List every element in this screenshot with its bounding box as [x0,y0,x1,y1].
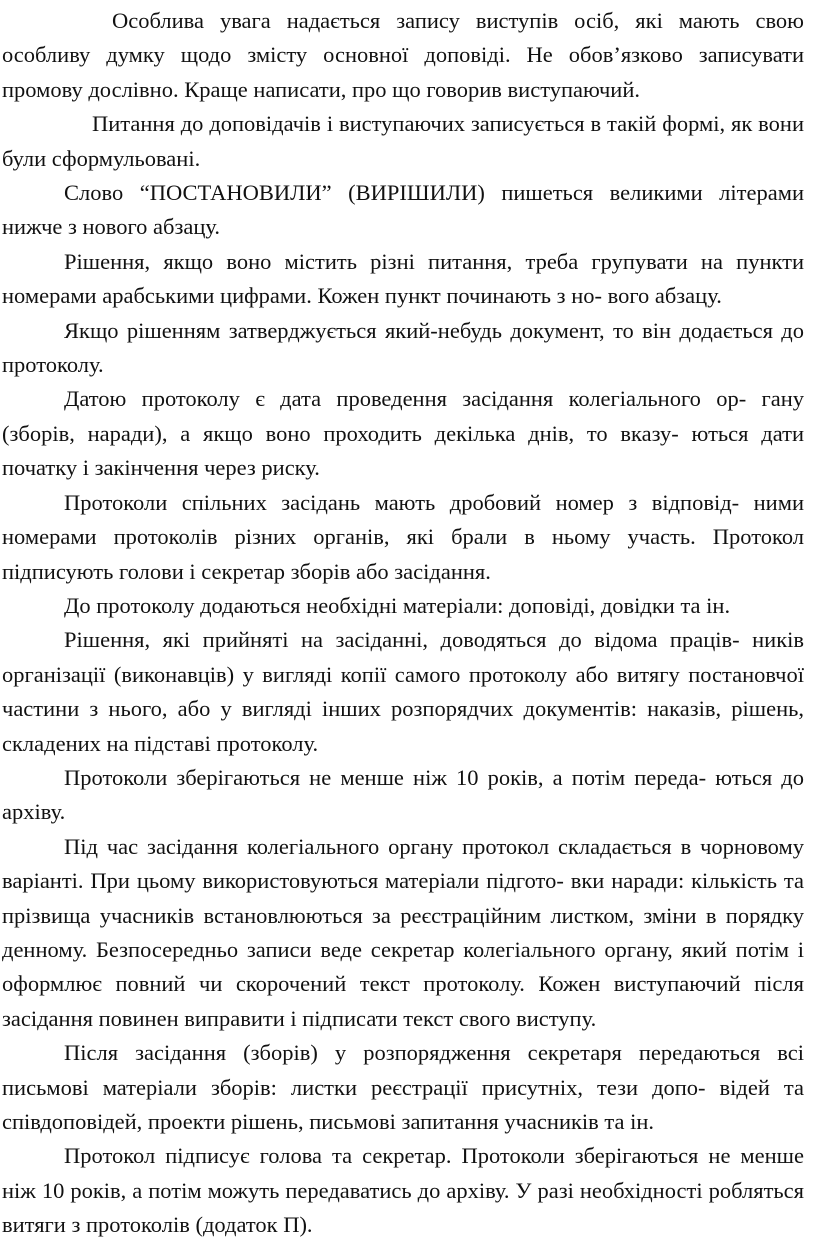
paragraph-5: Якщо рішенням затверджується який-небудь документ, то він додається до протоколу. [2,317,804,378]
paragraph-9: Рішення, які прийняті на засіданні, доводяться до відома праців- ників організації (виконавців) у вигляді копії самого протоколу або витягу постановчої частини з нього, або у вигляді інших розпорядчих документів: наказів, рішень, складених на підставі протоколу. [2,627,804,756]
paragraph-8: До протоколу додаються необхідні матеріали: доповіді, довідки та ін. [64,592,731,618]
paragraph-2: Питання до доповідачів і виступаючих записується в такій формі, як вони були сформульовані. [2,111,804,171]
paragraph-4: Рішення, якщо воно містить різні питання, треба групувати на пункти номерами арабськими цифрами. Кожен пункт починають з но- вого абзацу. [2,248,804,309]
paragraph-12: Після засідання (зборів) у розпорядження секретаря передаються всі письмові матеріали зборів: листки реєстрації присутніх, тези допо- відей та співдоповідей, проекти рішень, письмові запитання учасників та ін. [2,1040,804,1134]
paragraph-10: Протоколи зберігаються не менше ніж 10 років, а потім переда- ються до архіву. [2,764,804,825]
paragraph-11: Під час засідання колегіального органу протокол складається в чорновому варіанті. При цьому використовуються матеріали підгото- вки наради: кількість та прізвища учасників встановлюються за реєстраційним листком, зміни в порядку денному. Безпосередньо записи веде секретар колегіального органу, який потім і оформлює повний чи скорочений текст протоколу. Кожен виступаючий після засідання повинен виправити і підписати текст свого виступу. [2,833,804,1031]
paragraph-3: Слово “ПОСТАНОВИЛИ” (ВИРІШИЛИ) пишеться великими літерами нижче з нового абзацу. [2,180,804,240]
paragraph-13: Протокол підписує голова та секретар. Протоколи зберігаються не менше ніж 10 років, а потім можуть передаватись до архіву. У разі необхідності робляться витяги з протоколів (додаток П). [2,1143,804,1238]
paragraph-6: Датою протоколу є дата проведення засідання колегіального ор- гану (зборів, наради), а якщо воно проходить декілька днів, то вказу- ються дати початку і закінчення через риску. [2,386,804,481]
paragraph-1: Особлива увага надається запису виступів осіб, які мають свою особливу думку щодо змісту основної доповіді. Не обов’язково записувати промову дослівно. Краще написати, про що говорив виступаючий. [2,8,804,102]
paragraph-7: Протоколи спільних засідань мають дробовий номер з відповід- ними номерами протоколів різних органів, які брали в ньому участь. Протокол підписують голови і секретар зборів або засідання. [2,489,804,584]
